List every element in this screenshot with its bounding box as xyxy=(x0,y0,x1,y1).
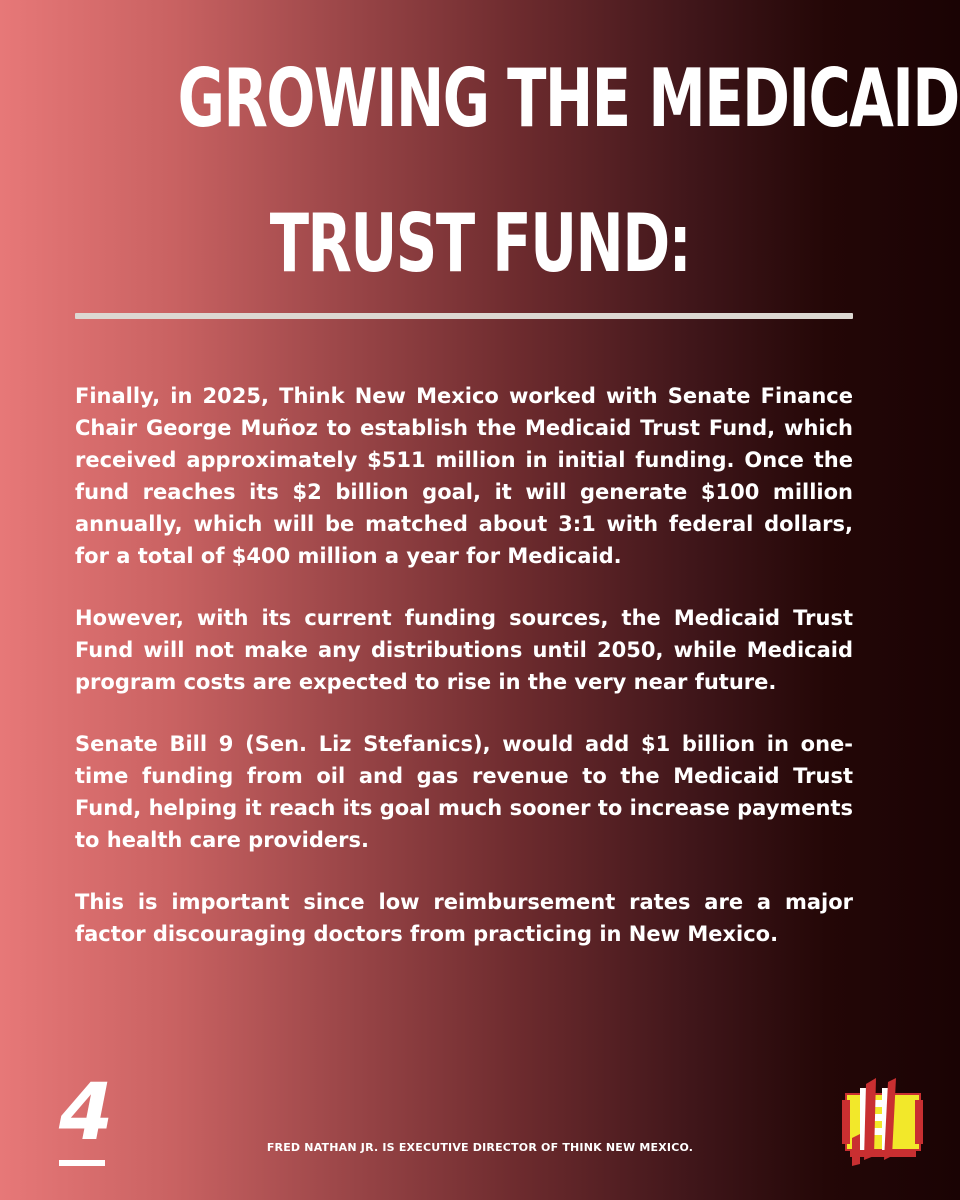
paragraph-senate-bill-9: Senate Bill 9 (Sen. Liz Stefanics), would add $1 billion in one-time funding from oil and gas revenue to the Medicaid Trust Fund, helping it reach its goal much sooner to increase payments to health care providers. xyxy=(75,732,853,852)
paragraph-reimbursement-rates: This is important since low reimbursement rates are a major factor discouraging doctors from practicing in New Mexico. xyxy=(75,890,853,946)
page-number: 4 xyxy=(58,1068,114,1158)
footer-credit: FRED NATHAN JR. IS EXECUTIVE DIRECTOR OF THINK NEW MEXICO. xyxy=(266,1141,694,1154)
title-line-2: TRUST FUND: xyxy=(269,197,691,290)
page-title xyxy=(177,52,959,290)
page-number-underline xyxy=(59,1160,105,1166)
think-new-mexico-logo-icon xyxy=(842,1078,924,1166)
title-line-1: GROWING THE MEDICAID xyxy=(177,52,959,145)
paragraph-distribution-delay: However, with its current funding sources, the Medicaid Trust Fund will not make any distributions until 2050, while Medicaid program costs are expected to rise in the very near future. xyxy=(75,606,853,694)
paragraph-trust-fund-established: Finally, in 2025, Think New Mexico worked with Senate Finance Chair George Muñoz to establish the Medicaid Trust Fund, which received approximately $511 million in initial funding. Once the fund reaches its $2 billion goal, it will generate $100 million annually, which will be matched about 3:1 with federal dollars, for a total of $400 million a year for Medicaid. xyxy=(75,384,853,568)
article-body xyxy=(75,380,853,980)
title-divider xyxy=(75,313,853,319)
